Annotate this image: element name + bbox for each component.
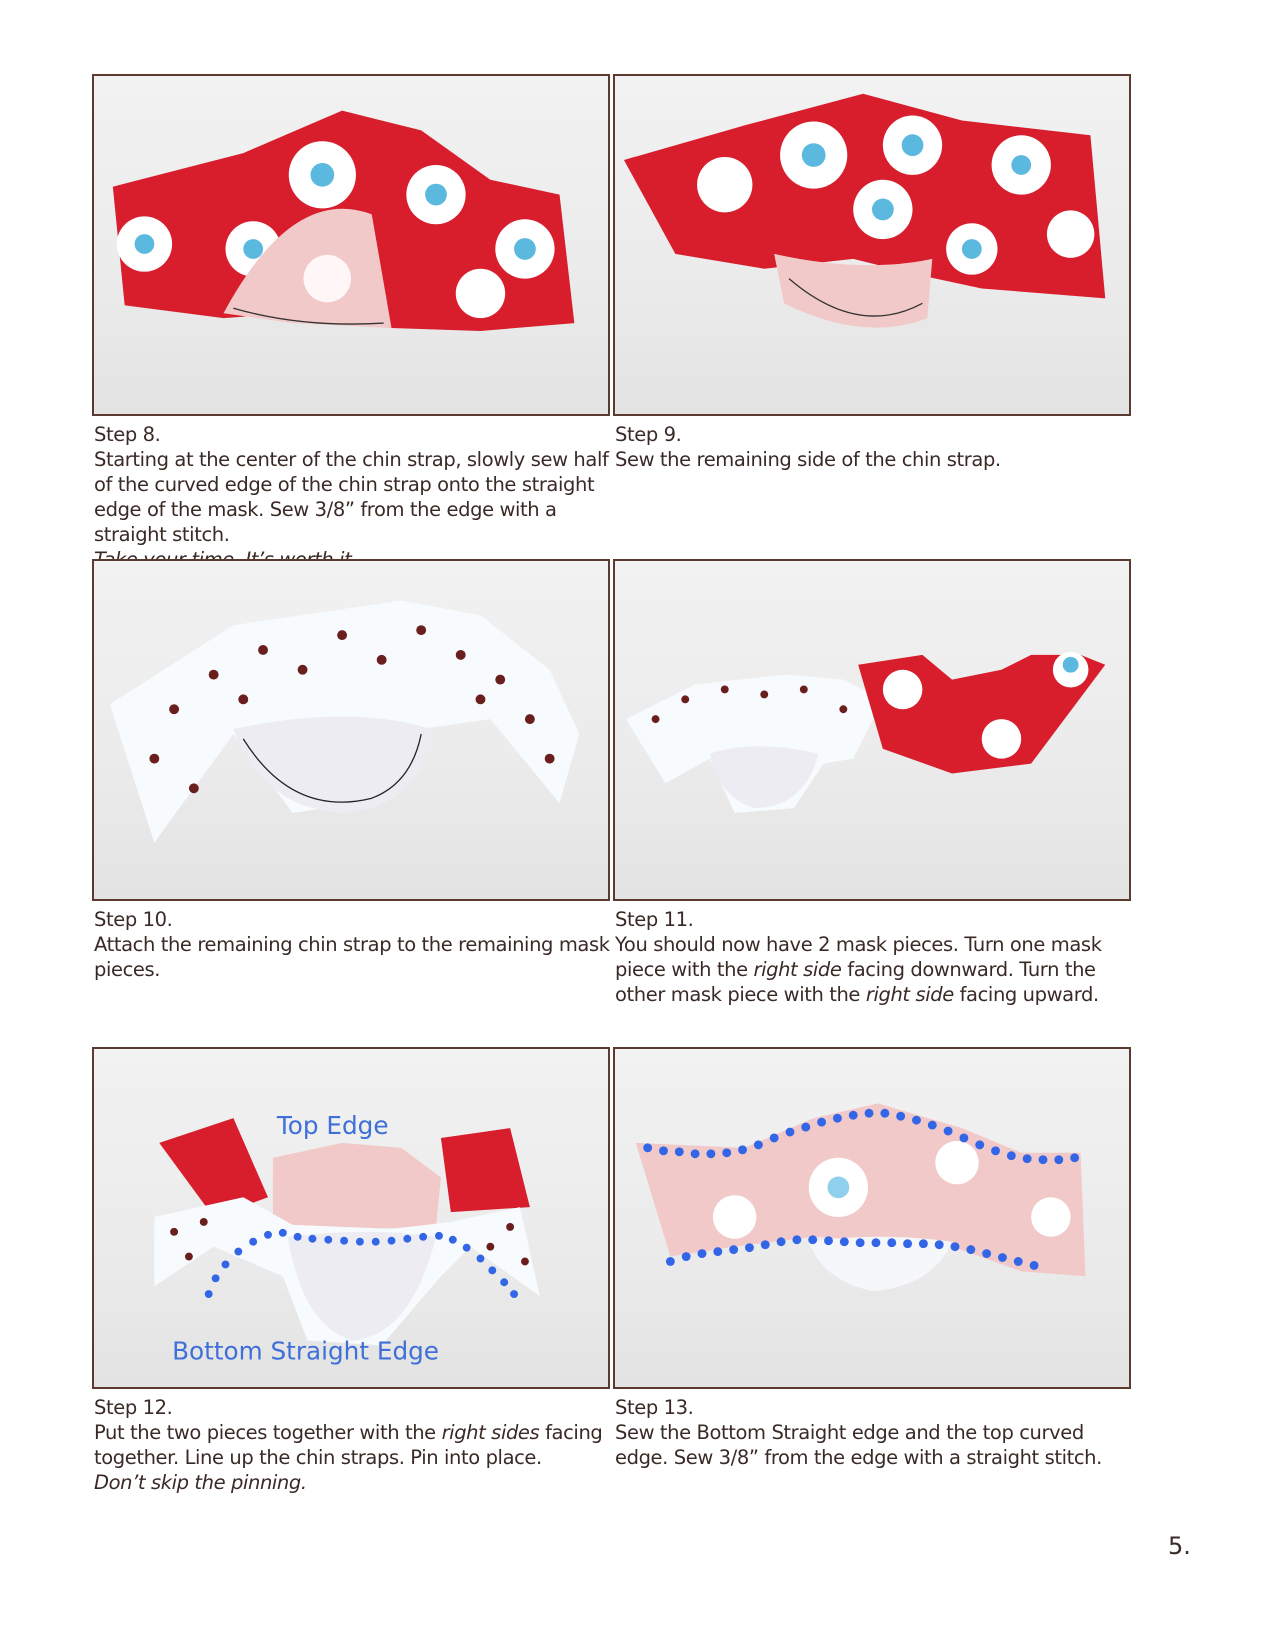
step-13-title: Step 13. [615, 1396, 694, 1419]
step-12-caption [92, 1395, 612, 1495]
step-13 [613, 1047, 1133, 1470]
step-9-photo [613, 74, 1131, 416]
step-13-image [615, 1049, 1129, 1387]
step-11-text [615, 932, 1133, 1007]
step-10 [92, 559, 612, 982]
step-11-caption [613, 907, 1133, 1007]
step-12-text-b: facing together. Line up the chin straps. Pin into place. [94, 1421, 603, 1469]
step-12 [92, 1047, 612, 1495]
step-11-text-b: facing downward. Turn the other mask piece with the [615, 958, 1096, 1006]
top-edge-label: Top Edge [276, 1110, 389, 1140]
step-12-image [94, 1049, 608, 1387]
step-8-photo [92, 74, 610, 416]
step-12-emph-a: right sides [441, 1421, 540, 1444]
step-10-image [94, 561, 608, 899]
step-9-image [615, 76, 1129, 414]
bottom-straight-edge-label: Bottom Straight Edge [172, 1336, 439, 1366]
step-10-title: Step 10. [94, 908, 173, 931]
step-12-photo [92, 1047, 610, 1389]
step-11-text-c: facing upward. [953, 983, 1099, 1006]
step-12-note: Don’t skip the pinning. [94, 1471, 307, 1494]
page-number: 5. [1168, 1532, 1191, 1560]
step-8-image [94, 76, 608, 414]
step-12-title: Step 12. [94, 1396, 173, 1419]
step-8-text: Starting at the center of the chin strap, slowly sew half of the curved edge of the chin strap onto the straight edge of the mask. Sew 3/8” from the edge with a straight stitch. [94, 448, 609, 546]
step-13-photo [613, 1047, 1131, 1389]
step-11-photo [613, 559, 1131, 901]
step-13-caption [613, 1395, 1133, 1470]
step-9-text: Sew the remaining side of the chin strap. [615, 448, 1001, 471]
step-10-caption [92, 907, 612, 982]
step-12-text [94, 1420, 612, 1470]
step-8-title: Step 8. [94, 423, 161, 446]
step-13-text: Sew the Bottom Straight edge and the top curved edge. Sew 3/8” from the edge with a straight stitch. [615, 1421, 1102, 1469]
step-8-caption [92, 422, 612, 572]
step-11-text-a: You should now have 2 mask pieces. Turn one mask piece with the [615, 933, 1102, 981]
step-10-text: Attach the remaining chin strap to the remaining mask pieces. [94, 933, 610, 981]
step-11-title: Step 11. [615, 908, 694, 931]
step-9-caption [613, 422, 1133, 472]
step-11 [613, 559, 1133, 1007]
step-10-photo [92, 559, 610, 901]
step-8 [92, 74, 612, 572]
step-12-text-a: Put the two pieces together with the [94, 1421, 442, 1444]
step-11-emph-b: right side [865, 983, 954, 1006]
step-9-title: Step 9. [615, 423, 682, 446]
step-11-image [615, 561, 1129, 899]
step-9 [613, 74, 1133, 472]
step-11-emph-a: right side [753, 958, 842, 981]
